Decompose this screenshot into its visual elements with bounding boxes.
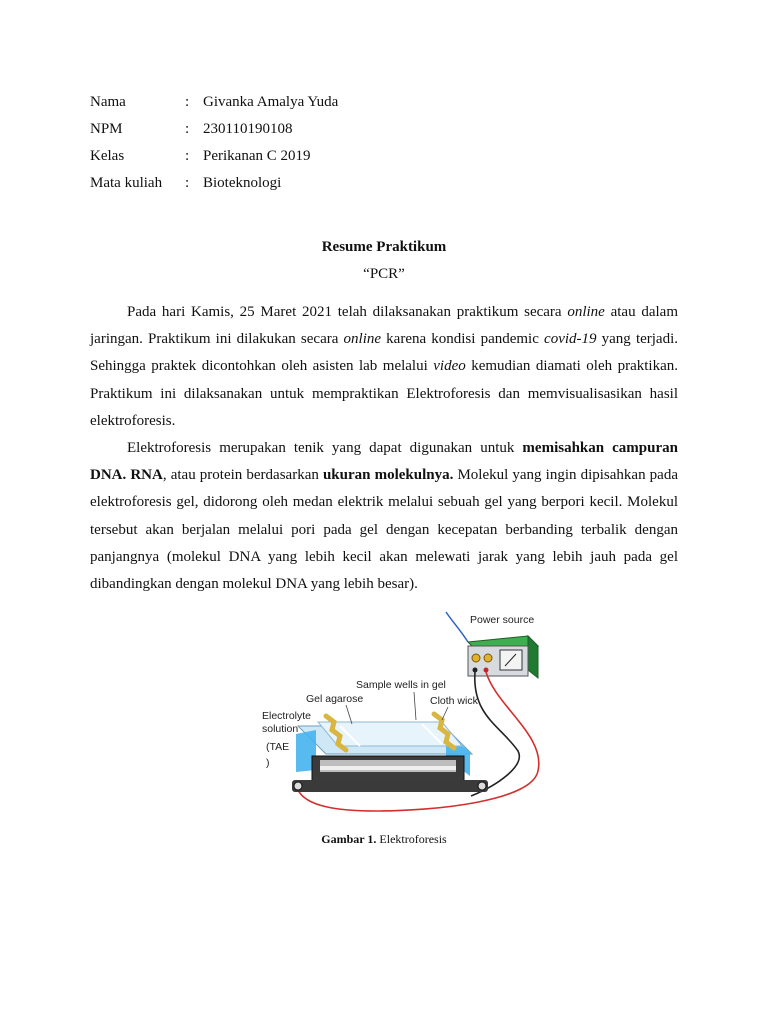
info-value: 230110190108	[203, 121, 293, 137]
bold-term: ukuran molekulnya.	[322, 467, 454, 484]
italic-term: covid-19	[544, 331, 597, 348]
label-cloth-wick: Cloth wick	[430, 695, 478, 707]
text-segment: kemudian diamati oleh praktikan. Praktikum ini dilaksanakan untuk mempraktikan Elektroforesis dan memvisualisasikan hasil elektroforesis.	[90, 358, 678, 429]
electrophoresis-illustration	[256, 606, 548, 820]
label-gel-agarose: Gel agarose	[306, 693, 364, 705]
info-colon: :	[185, 175, 190, 191]
paragraph-1	[90, 299, 678, 435]
text-segment: Elektroforesis merupakan tenik yang dapat digunakan untuk	[127, 440, 523, 456]
italic-term: online	[343, 331, 382, 348]
bold-term: memisahkan campuran DNA. RNA	[90, 440, 678, 484]
paragraph-2	[90, 435, 678, 598]
info-label: Mata kuliah	[90, 175, 163, 191]
info-value: Givanka Amalya Yuda	[203, 94, 339, 110]
info-value: Perikanan C 2019	[203, 148, 311, 164]
document-title: Resume Praktikum	[321, 239, 447, 255]
text-segment: yang terjadi. Sehingga praktek dicontohkan oleh asisten lab melalui	[90, 331, 679, 375]
document-subtitle: “PCR”	[363, 266, 405, 282]
italic-term: video	[433, 358, 466, 375]
text-segment: Pada hari Kamis, 25 Maret 2021 telah dilaksanakan praktikum secara	[127, 304, 568, 320]
text-segment: Molekul yang ingin dipisahkan pada elektroforesis gel, didorong oleh medan elektrik melalui sebuah gel yang berpori kecil. Molekul tersebut akan berjalan melalui pori pada gel dengan kecepatan berbanding terbalik dengan panjangnya (molekul DNA yang lebih kecil akan melewati jarak yang lebih jauh pada gel dibandingkan dengan molekul DNA yang lebih besar).	[90, 467, 678, 593]
info-label: NPM	[90, 121, 123, 137]
label-solution: solution	[262, 723, 299, 735]
label-tae-close: )	[266, 757, 270, 769]
label-tae: (TAE	[266, 741, 290, 753]
text-segment: , atau protein berdasarkan	[162, 467, 323, 484]
label-sample-wells: Sample wells in gel	[356, 679, 446, 691]
text-segment: atau dalam jaringan. Praktikum ini dilakukan secara	[90, 304, 678, 348]
info-colon: :	[185, 121, 190, 137]
info-colon: :	[185, 94, 190, 110]
italic-term: online	[567, 304, 605, 320]
figure-caption	[0, 832, 768, 847]
label-electrolyte: Electrolyte	[262, 710, 312, 722]
caption-number: Gambar 1.	[321, 832, 377, 846]
info-value: Bioteknologi	[203, 175, 282, 191]
gel-tank-icon	[292, 714, 488, 792]
electrophoresis-figure	[256, 606, 548, 820]
power-source-icon	[468, 636, 538, 678]
info-label: Kelas	[90, 148, 125, 164]
info-label: Nama	[90, 94, 126, 110]
caption-text: Elektroforesis	[376, 832, 447, 846]
info-colon: :	[185, 148, 190, 164]
text-segment: karena kondisi pandemic	[381, 331, 545, 348]
label-power-source: Power source	[470, 614, 535, 626]
